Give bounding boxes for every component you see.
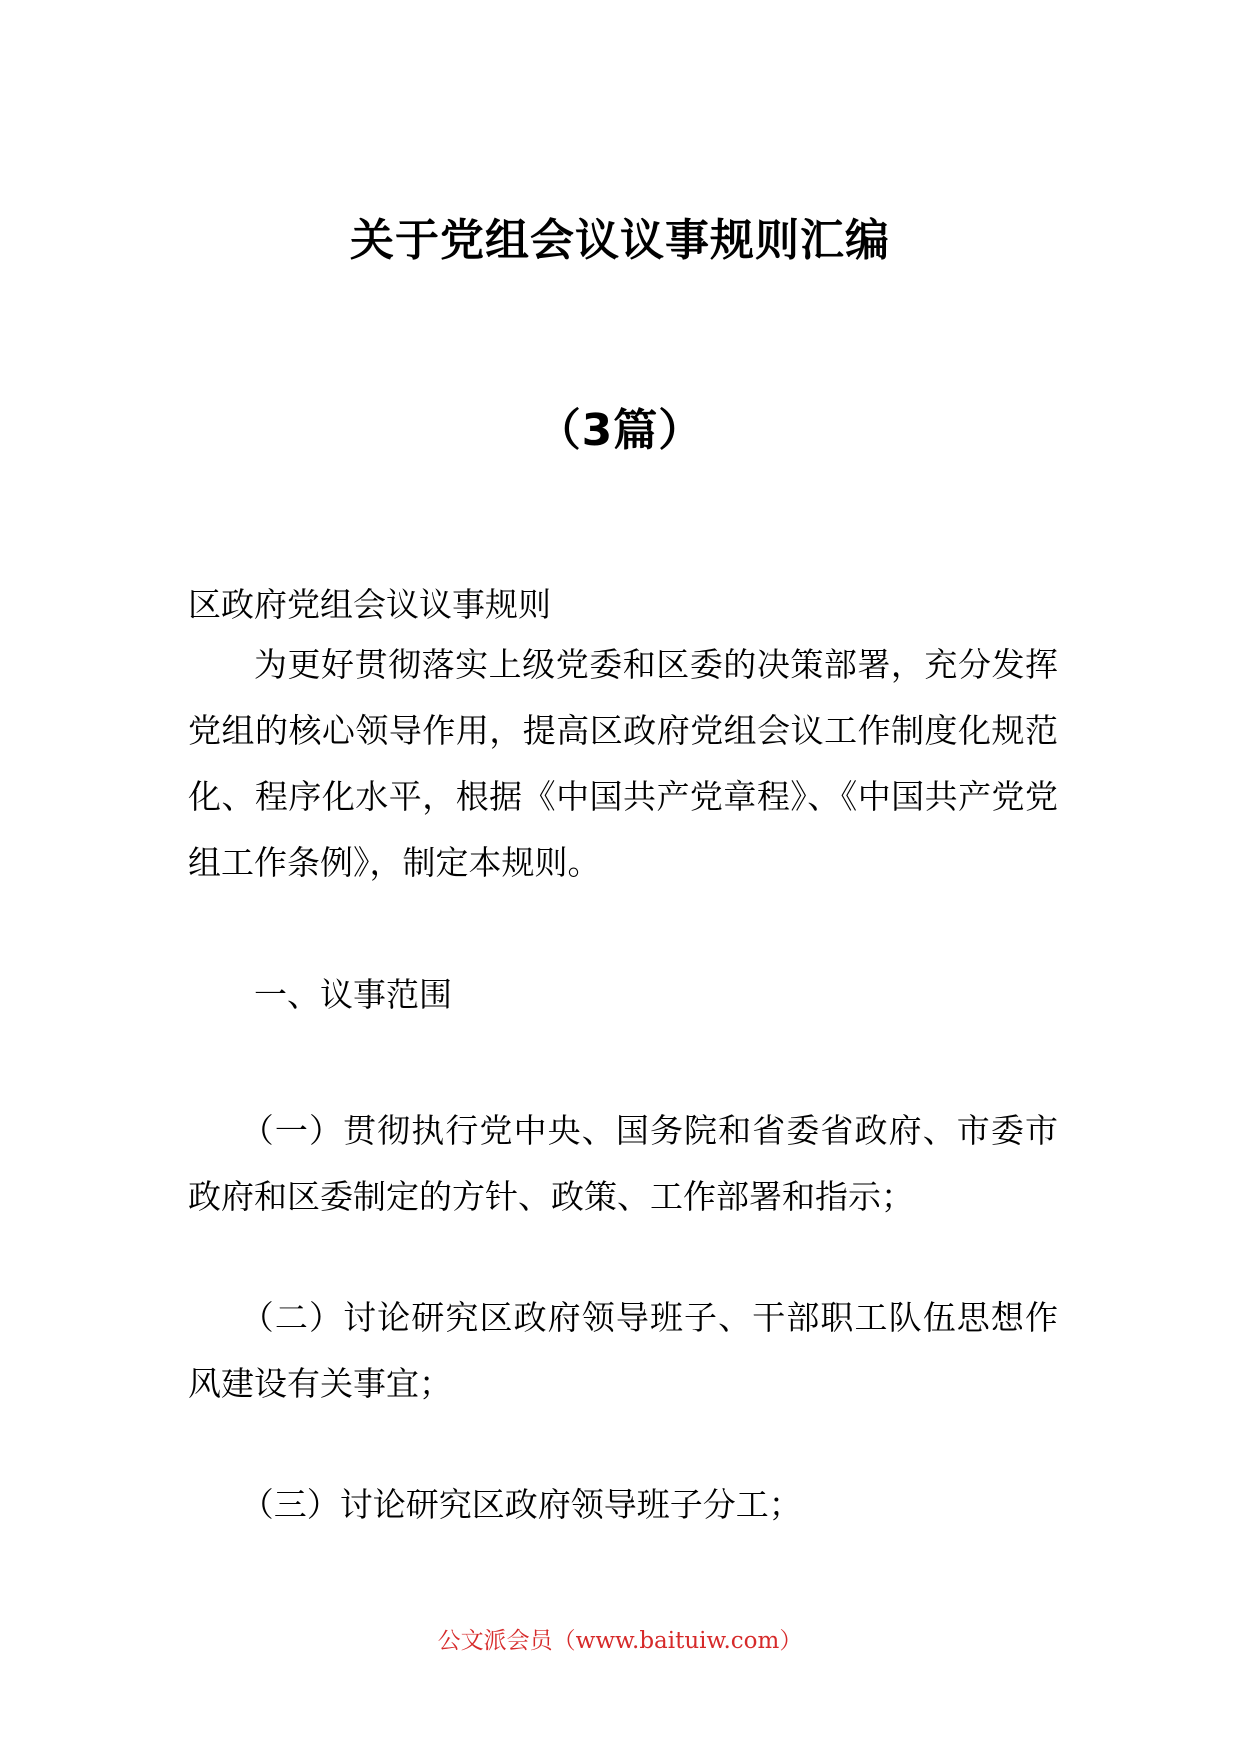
scope-item-2: （二）讨论研究区政府领导班子、干部职工队伍思想作风建设有关事宜； — [188, 1298, 1058, 1403]
document-title: 关于党组会议议事规则汇编 — [350, 215, 890, 266]
section-title: 区政府党组会议议事规则 — [188, 585, 551, 624]
intro-paragraph: 为更好贯彻落实上级党委和区委的决策部署，充分发挥党组的核心领导作用，提高区政府党组会议工作制度化规范化、程序化水平，根据《中国共产党章程》、《中国共产党党组工作条例》，制定本规则。 — [188, 645, 1058, 882]
footer-watermark: 公文派会员（www.baituiw.com） — [437, 1628, 803, 1654]
document-subtitle: （3篇） — [536, 405, 704, 456]
scope-item-3: （三）讨论研究区政府领导班子分工； — [240, 1485, 802, 1524]
heading-scope: 一、议事范围 — [254, 975, 452, 1014]
scope-item-1: （一）贯彻执行党中央、国务院和省委省政府、市委市政府和区委制定的方针、政策、工作部署和指示； — [188, 1111, 1058, 1216]
